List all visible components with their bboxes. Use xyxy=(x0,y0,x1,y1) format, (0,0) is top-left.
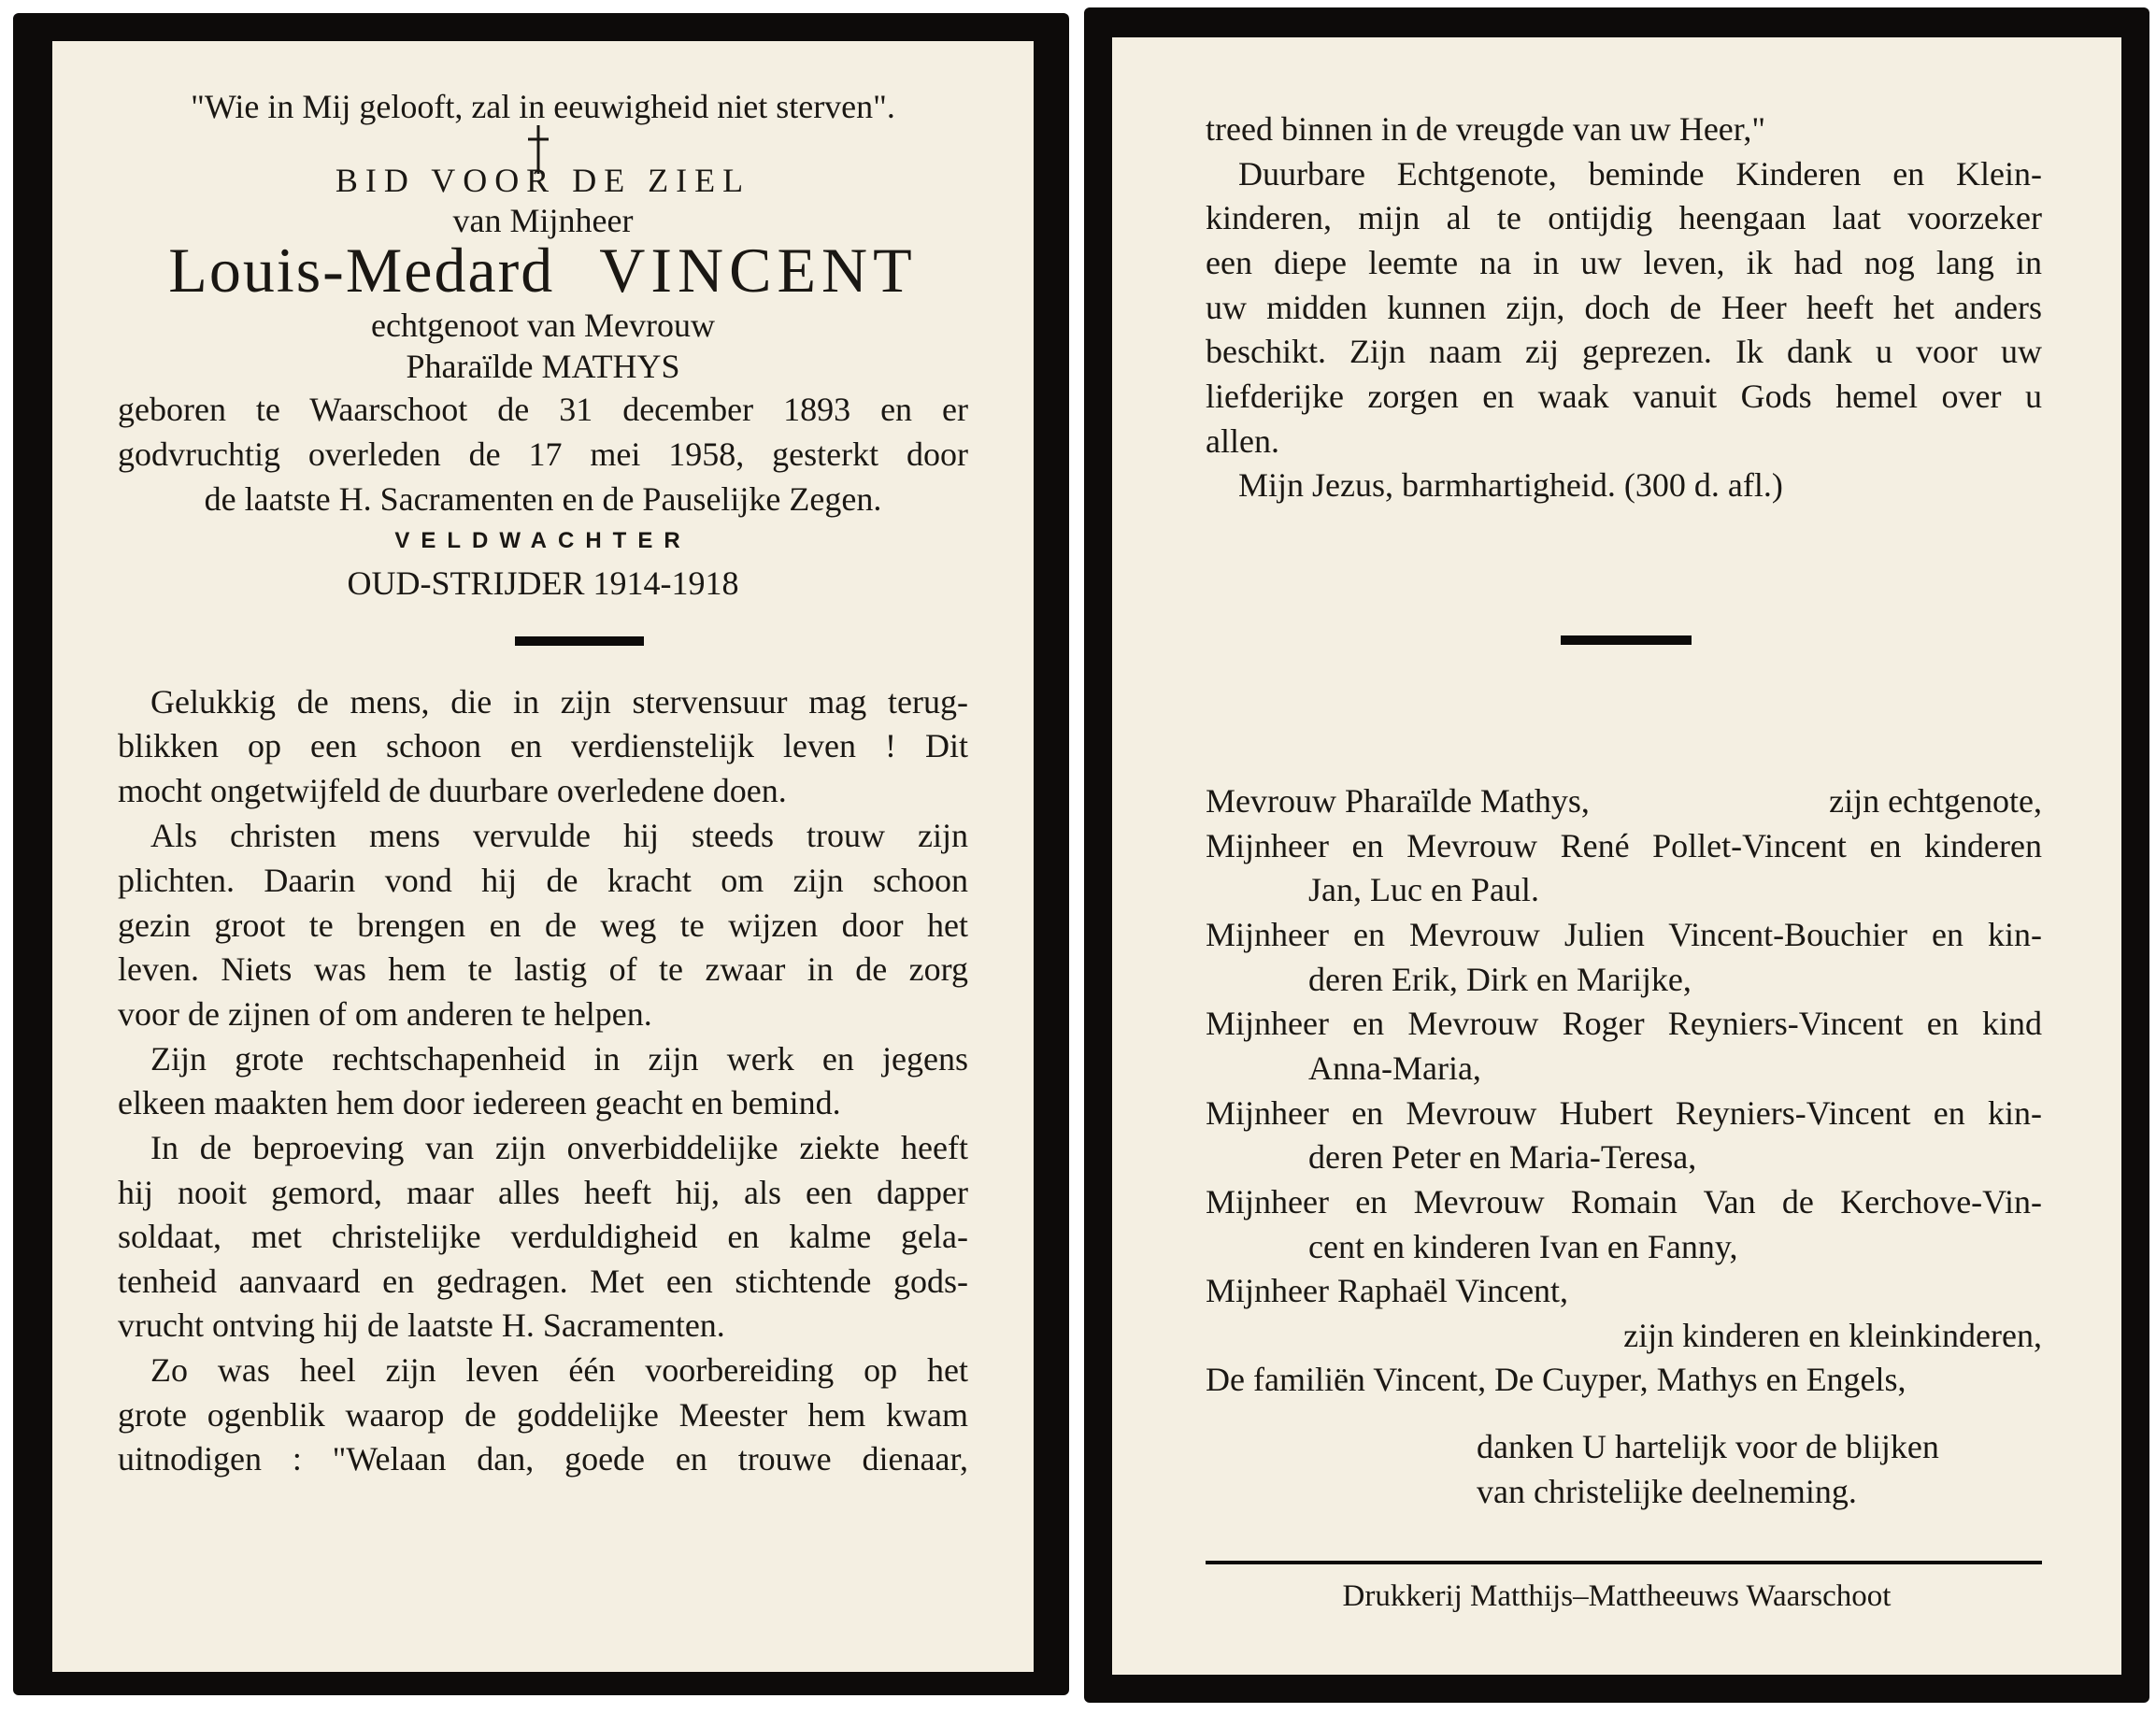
text-line: een diepe leemte na in uw leven, ik had nog lang in xyxy=(1206,244,2042,281)
bio-line: geboren te Waarschoot de 31 december 1893 en er xyxy=(118,391,968,428)
text-line: liefderijke zorgen en waak vanuit Gods hemel over u xyxy=(1206,378,2042,415)
text-line: mocht ongetwijfeld de duurbare overledene doen. xyxy=(118,772,787,809)
name-first: Louis-Medard xyxy=(168,235,555,306)
family-line: Jan, Luc en Paul. xyxy=(1308,871,1539,908)
family-spouse-role: zijn echtgenote, xyxy=(1829,782,2042,820)
deceased-name xyxy=(52,233,1034,307)
bio-line: de laatste H. Sacramenten en de Pauselijke Zegen. xyxy=(204,480,882,518)
family-line: Mijnheer en Mevrouw Romain Van de Kerchove-Vin- xyxy=(1206,1183,2042,1221)
family-spouse-name: Mevrouw Pharaïlde Mathys, xyxy=(1206,782,1590,820)
family-line: Mijnheer en Mevrouw Julien Vincent-Bouchier en kin- xyxy=(1206,916,2042,953)
pray-heading: BID VOOR DE ZIEL xyxy=(335,162,751,199)
text-line: uitnodigen : "Welaan dan, goede en trouwe dienaar, xyxy=(118,1440,968,1477)
right-panel xyxy=(1112,37,2121,1675)
text-line: allen. xyxy=(1206,422,1279,460)
text-line: Mijn Jezus, barmhartigheid. (300 d. afl.) xyxy=(1238,466,1783,504)
left-panel xyxy=(52,41,1034,1672)
family-line: Mijnheer en Mevrouw René Pollet-Vincent en kinderen xyxy=(1206,827,2042,864)
text-line: hij nooit gemord, maar alles heeft hij, als een dapper xyxy=(118,1174,968,1211)
bio-line: godvruchtig overleden de 17 mei 1958, gesterkt door xyxy=(118,435,968,473)
family-line: deren Peter en Maria-Teresa, xyxy=(1308,1138,1697,1176)
text-line: kinderen, mijn al te ontijdig heengaan laat voorzeker xyxy=(1206,199,2042,236)
veteran: OUD-STRIJDER 1914-1918 xyxy=(347,564,739,602)
left-card xyxy=(13,13,1069,1695)
text-line: Gelukkig de mens, die in zijn stervensuur mag terug- xyxy=(150,683,968,721)
family-line: zijn kinderen en kleinkinderen, xyxy=(1623,1317,2042,1354)
family-line: Anna-Maria, xyxy=(1308,1049,1481,1087)
right-card xyxy=(1084,7,2149,1703)
family-line: De familiën Vincent, De Cuyper, Mathys en Engels, xyxy=(1206,1361,1906,1398)
spouse-of: echtgenoot van Mevrouw xyxy=(371,307,715,344)
of-sir: van Mijnheer xyxy=(452,202,634,239)
text-line: voor de zijnen of om anderen te helpen. xyxy=(118,995,652,1033)
text-line: grote ogenblik waarop de goddelijke Meester hem kwam xyxy=(118,1396,968,1434)
family-line: Mijnheer en Mevrouw Hubert Reyniers-Vincent en kin- xyxy=(1206,1094,2042,1132)
printer: Drukkerij Matthijs–Mattheeuws Waarschoot xyxy=(1342,1579,1892,1613)
profession: VELDWACHTER xyxy=(394,528,692,553)
thanks-line: danken U hartelijk voor de blijken xyxy=(1477,1428,1939,1465)
text-line: plichten. Daarin vond hij de kracht om zijn schoon xyxy=(118,862,968,899)
family-line: deren Erik, Dirk en Marijke, xyxy=(1308,961,1692,998)
text-line: Duurbare Echtgenote, beminde Kinderen en Klein- xyxy=(1238,155,2042,193)
family-line: Mijnheer Raphaël Vincent, xyxy=(1206,1272,1569,1309)
text-line: soldaat, met christelijke verduldigheid en kalme gela- xyxy=(118,1218,968,1255)
text-line: Zo was heel zijn leven één voorbereiding op het xyxy=(150,1351,968,1389)
text-line: Zijn grote rechtschapenheid in zijn werk en jegens xyxy=(150,1040,968,1078)
text-line: blikken op een schoon en verdienstelijk leven ! Dit xyxy=(118,727,968,764)
footer-rule xyxy=(1206,1561,2042,1564)
family-line: Mijnheer en Mevrouw Roger Reyniers-Vincent en kind xyxy=(1206,1005,2042,1042)
text-line: elkeen maakten hem door iedereen geacht en bemind. xyxy=(118,1084,841,1121)
text-line: uw midden kunnen zijn, doch de Heer heeft het anders xyxy=(1206,289,2042,326)
spouse-name: Pharaïlde MATHYS xyxy=(406,348,680,385)
text-line: leven. Niets was hem te lastig of te zwaar in de zorg xyxy=(118,950,968,988)
text-line: tenheid aanvaard en gedragen. Met een stichtende gods- xyxy=(118,1263,968,1300)
text-line: treed binnen in de vreugde van uw Heer," xyxy=(1206,110,1766,148)
text-line: In de beproeving van zijn onverbiddelijke ziekte heeft xyxy=(150,1129,968,1166)
thanks-line: van christelijke deelneming. xyxy=(1477,1473,1857,1510)
name-last: VINCENT xyxy=(599,235,918,306)
motto: "Wie in Mij gelooft, zal in eeuwigheid niet sterven". xyxy=(191,88,895,125)
text-line: Als christen mens vervulde hij steeds trouw zijn xyxy=(150,817,968,854)
divider xyxy=(515,636,644,646)
text-line: gezin groot te brengen en de weg te wijzen door het xyxy=(118,906,968,944)
family-line: cent en kinderen Ivan en Fanny, xyxy=(1308,1228,1738,1265)
text-line: beschikt. Zijn naam zij geprezen. Ik dank u voor uw xyxy=(1206,333,2042,370)
divider xyxy=(1561,635,1692,645)
text-line: vrucht ontving hij de laatste H. Sacramenten. xyxy=(118,1306,725,1344)
